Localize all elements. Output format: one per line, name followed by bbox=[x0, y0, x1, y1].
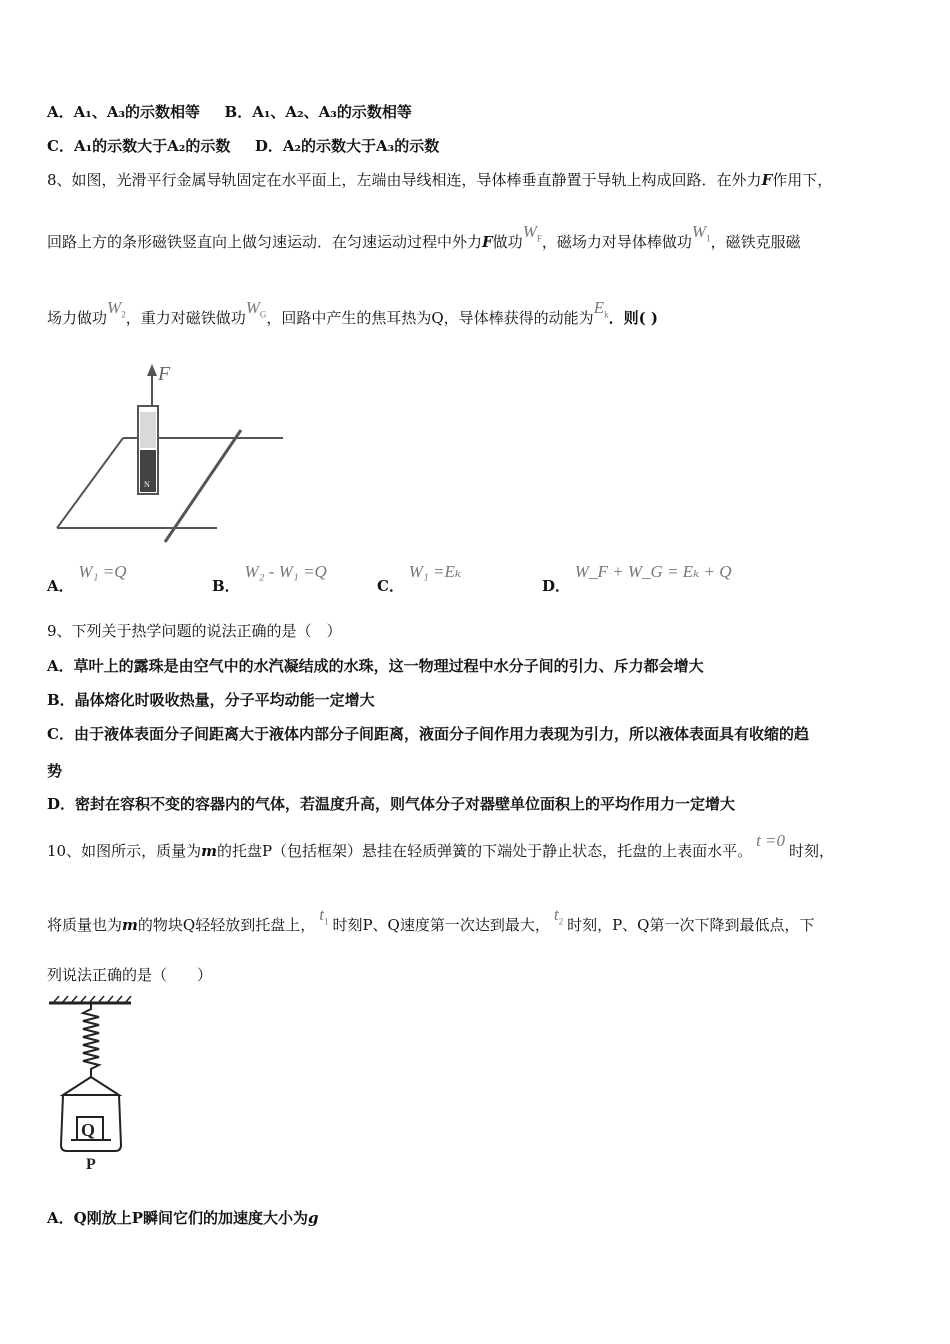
q9-option-d: D．密封在容积不变的容器内的气体，若温度升高，则气体分子对器壁单位面积上的平均作用力一定增大 bbox=[47, 795, 736, 813]
math-t2: $t_2$ bbox=[553, 905, 564, 927]
tray-p-label: P bbox=[86, 1156, 96, 1173]
q7-option-c: C．A₁的示数大于A₂的示数 bbox=[47, 137, 231, 155]
q8-figure-rail-magnet bbox=[45, 360, 290, 545]
magnet-n-mark: N bbox=[144, 480, 150, 489]
math-wf: $W_F$ bbox=[522, 222, 542, 244]
q7-option-row-2 bbox=[47, 135, 439, 157]
math-t0: t =0 bbox=[756, 831, 786, 850]
q10-stem-line-3: 列说法正确的是（ ） bbox=[47, 966, 213, 984]
q10-option-a: A．Q刚放上P瞬间它们的加速度大小为g bbox=[47, 1209, 319, 1227]
q8-option-c: C． W₁ =Eₖ bbox=[377, 562, 462, 595]
q9-option-c-line-2: 势 bbox=[47, 762, 63, 780]
q8-option-a: A． W₁ =Q bbox=[47, 562, 127, 595]
q10-figure-spring-tray bbox=[45, 995, 145, 1175]
q10-stem-line-1: 10、如图所示，质量为m的托盘P（包括框架）悬挂在轻质弹簧的下端处于静止状态，托盘的上表面水平。t =0时刻， bbox=[47, 831, 835, 860]
q7-option-a: A．A₁、A₃的示数相等 bbox=[47, 103, 201, 121]
math-ek: $E_k$ bbox=[593, 298, 609, 320]
tray-frame-top bbox=[63, 1077, 119, 1095]
q7-option-row-1 bbox=[47, 101, 412, 123]
force-arrow-head bbox=[147, 364, 157, 376]
q9-stem: 9、下列关于热学问题的说法正确的是（ ） bbox=[47, 622, 342, 640]
spring bbox=[83, 1003, 99, 1077]
q8-option-d: D． W_F + W_G = Eₖ + Q bbox=[542, 562, 732, 595]
q7-option-d: D．A₂的示数大于A₃的示数 bbox=[254, 137, 440, 155]
q9-option-b: B．晶体熔化时吸收热量，分子平均动能一定增大 bbox=[47, 691, 375, 709]
force-label: F bbox=[158, 363, 171, 385]
math-w2: $W_2$ bbox=[107, 298, 126, 320]
math-wg: $W_G$ bbox=[245, 298, 267, 320]
q8-stem-line-2: 回路上方的条形磁铁竖直向上做匀速运动．在匀速运动过程中外力F做功$W_F$，磁场力对导体棒做功$W_1$，磁铁克服磁 bbox=[47, 222, 801, 251]
rail-left-end bbox=[57, 438, 123, 528]
q8-stem-line-1: 8、如图，光滑平行金属导轨固定在水平面上，左端由导线相连，导体棒垂直静置于导轨上构成回路．在外力F作用下， bbox=[47, 171, 833, 189]
math-t1: $t_1$ bbox=[319, 905, 329, 927]
conductor-rod bbox=[165, 430, 241, 542]
q8-option-b: B． W₂ - W₁ =Q bbox=[212, 562, 327, 595]
math-w1: $W_1$ bbox=[691, 222, 711, 244]
q9-option-a: A．草叶上的露珠是由空气中的水汽凝结成的水珠，这一物理过程中水分子间的引力、斥力都会增大 bbox=[47, 657, 704, 675]
q9-option-c-line-1: C．由于液体表面分子间距离大于液体内部分子间距离，液面分子间作用力表现为引力，所以液体表面具有收缩的趋 bbox=[47, 725, 809, 743]
block-q-label: Q bbox=[81, 1120, 96, 1140]
q10-stem-line-2: 将质量也为m的物块Q轻轻放到托盘上，$t_1$ 时刻P、Q速度第一次达到最大，$t_2$ 时刻，P、Q第一次下降到最低点，下 bbox=[47, 905, 815, 934]
q7-option-b: B．A₁、A₂、A₃的示数相等 bbox=[224, 103, 412, 121]
q8-stem-line-3: 场力做功$W_2$，重力对磁铁做功$W_G$，回路中产生的焦耳热为Q，导体棒获得的动能为$E_k$．则( ) bbox=[47, 298, 658, 327]
magnet-s-pole bbox=[140, 412, 156, 448]
